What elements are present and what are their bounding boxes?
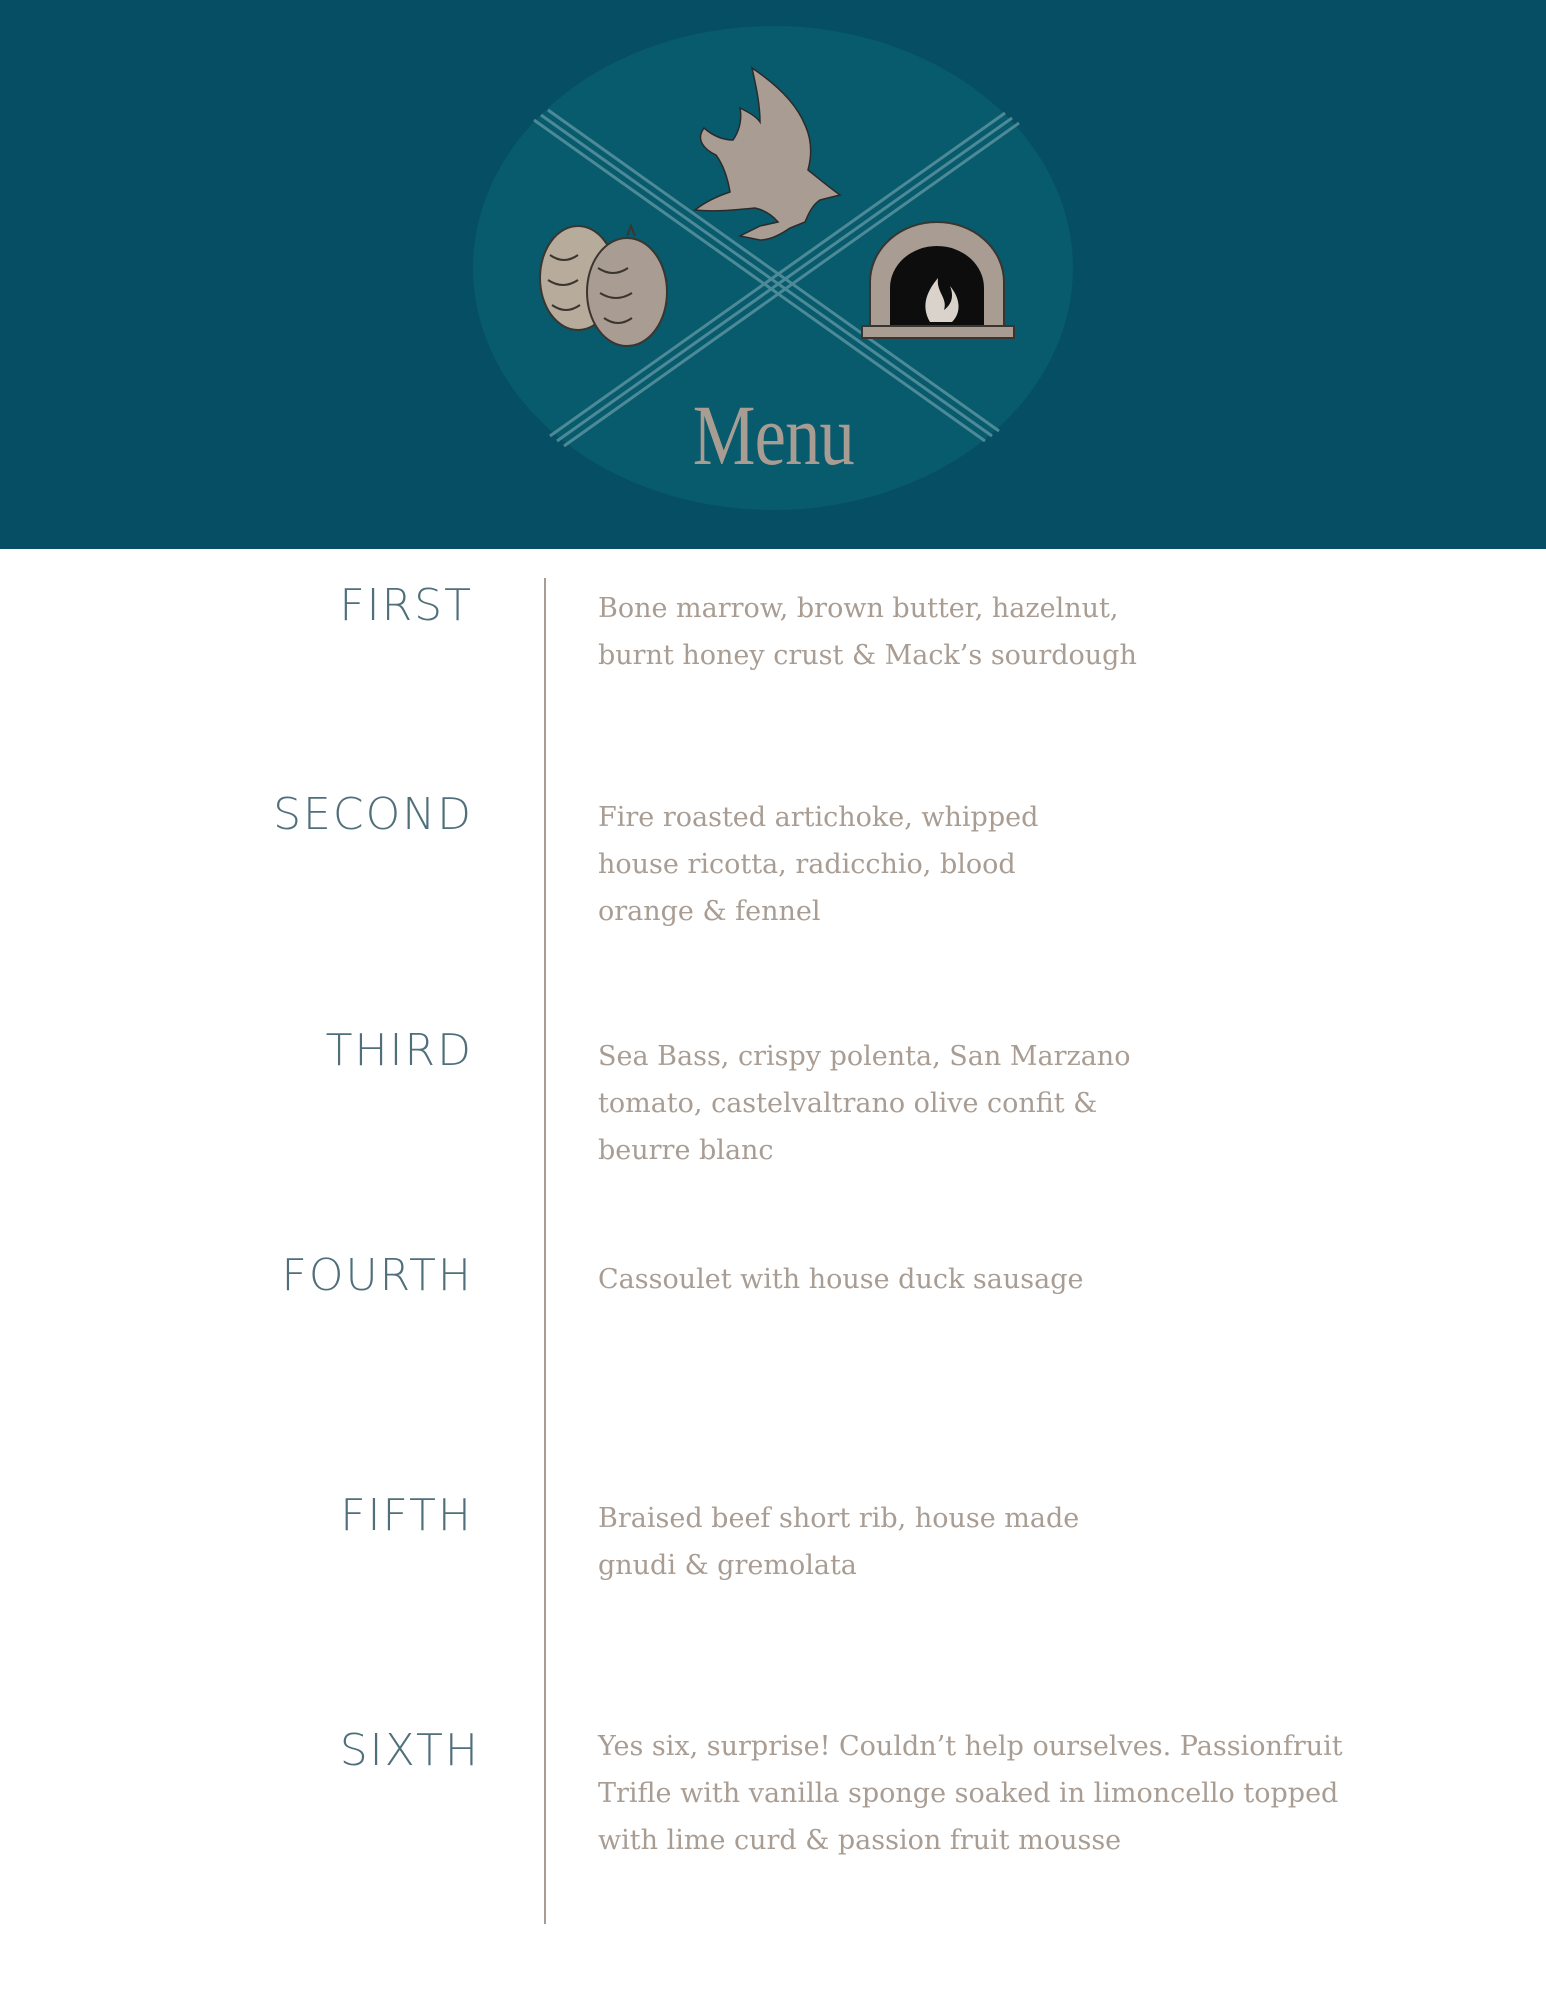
course-label-third: THIRD xyxy=(325,1025,473,1076)
course-label-sixth: SIXTH xyxy=(339,1725,480,1776)
course-description-first: Bone marrow, brown butter, hazelnut, burnt honey crust & Mack’s sourdough xyxy=(598,593,1137,671)
menu-title: Menu xyxy=(692,387,854,483)
course-label-first: FIRST xyxy=(339,580,473,631)
vertical-divider xyxy=(544,578,546,1924)
course-label-fourth: FOURTH xyxy=(281,1250,473,1301)
course-description-second: Fire roasted artichoke, whipped house ricotta, radicchio, blood orange & fennel xyxy=(598,802,1039,927)
course-description-fifth: Braised beef short rib, house made gnudi & gremolata xyxy=(598,1503,1080,1581)
menu-header xyxy=(0,0,1546,549)
course-description-sixth: Yes six, surprise! Couldn’t help ourselves. Passionfruit Trifle with vanilla sponge soaked in limoncello topped with lime curd & passion fruit mousse xyxy=(598,1731,1343,1856)
course-description-fourth: Cassoulet with house duck sausage xyxy=(598,1264,1084,1295)
course-label-second: SECOND xyxy=(273,789,473,840)
course-description-third: Sea Bass, crispy polenta, San Marzano tomato, castelvaltrano olive confit & beurre blanc xyxy=(598,1041,1131,1166)
course-label-fifth: FIFTH xyxy=(340,1490,473,1541)
